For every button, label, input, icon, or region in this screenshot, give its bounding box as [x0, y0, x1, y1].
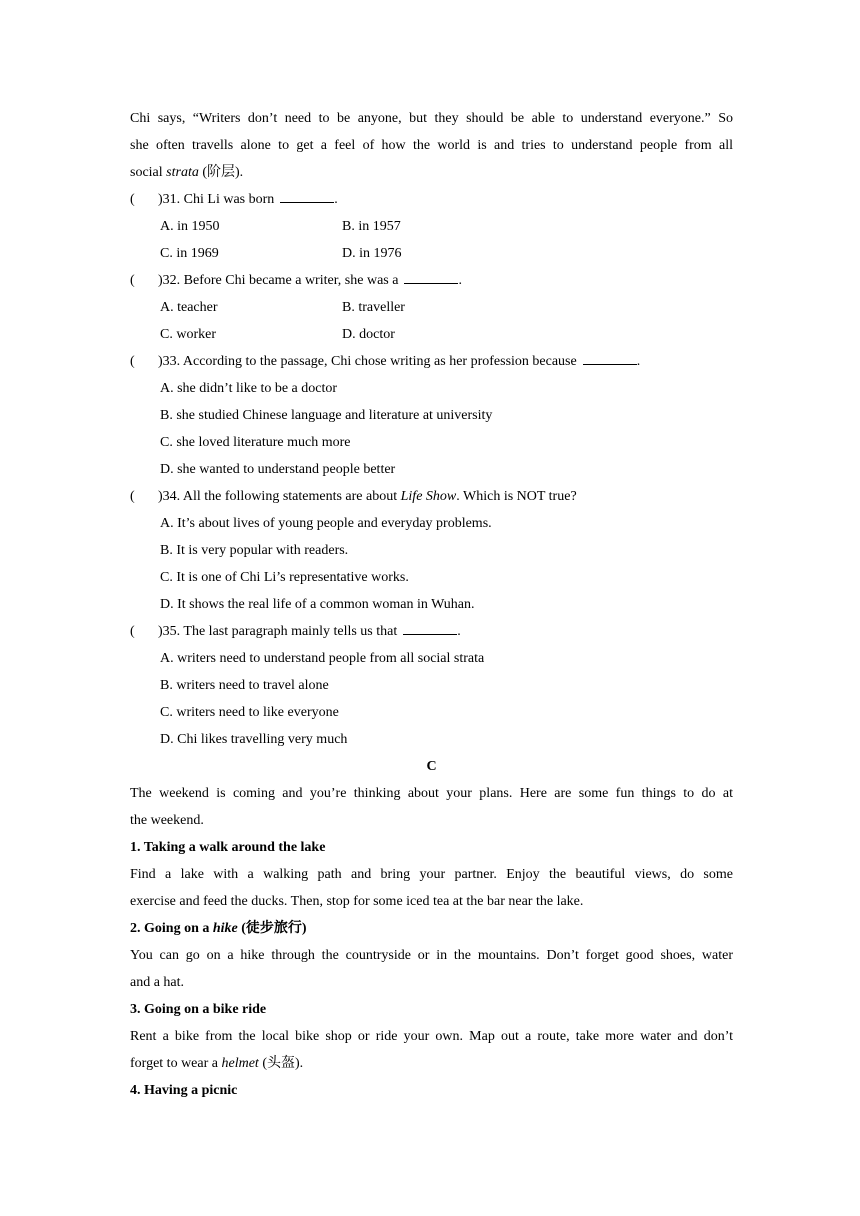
item-2-line-2: and a hat. — [130, 975, 185, 990]
question-31 — [130, 186, 733, 213]
item-4-title: 4. Having a picnic — [130, 1083, 238, 1098]
option-c: C. worker — [160, 327, 216, 342]
question-stem: )32. Before Chi became a writer, she was a — [158, 273, 399, 288]
option-b: B. writers need to travel alone — [160, 678, 329, 693]
option-d: D. in 1976 — [342, 246, 402, 261]
intro-text: social — [130, 165, 167, 180]
section-intro-line-2: the weekend. — [130, 813, 204, 828]
option-a: A. teacher — [160, 300, 218, 315]
question-text — [158, 618, 461, 645]
question-stem: )34. All the following statements are about — [158, 489, 401, 504]
item-3-line-1: Rent a bike from the local bike shop or ride your own. Map out a route, take more water and don’t — [130, 1029, 733, 1044]
question-stem: )31. Chi Li was born — [158, 192, 275, 207]
question-end: . — [457, 624, 461, 639]
item-title-text: 2. Going on a — [130, 921, 213, 936]
option-c: C. It is one of Chi Li’s representative works. — [160, 570, 409, 585]
option-c: C. she loved literature much more — [160, 435, 351, 450]
item-title-gloss: (徒步旅行) — [237, 921, 307, 936]
option-b: B. It is very popular with readers. — [160, 543, 349, 558]
hike-term: hike — [212, 921, 238, 936]
option-d: D. she wanted to understand people better — [160, 462, 396, 477]
options-row — [130, 294, 733, 321]
section-intro-line-1: The weekend is coming and you’re thinking about your plans. Here are some fun things to do at — [130, 786, 733, 801]
answer-bracket[interactable]: ( — [130, 192, 135, 207]
options-row — [130, 213, 733, 240]
option-a: A. in 1950 — [160, 219, 220, 234]
item-text: (头盔). — [258, 1056, 304, 1071]
answer-bracket[interactable]: ( — [130, 624, 135, 639]
question-text — [158, 186, 338, 213]
question-stem: )35. The last paragraph mainly tells us that — [158, 624, 398, 639]
question-text — [158, 267, 462, 294]
intro-text: (阶层). — [198, 165, 244, 180]
option-b: B. traveller — [342, 300, 405, 315]
intro-line-3 — [130, 159, 733, 186]
answer-bracket[interactable]: ( — [130, 354, 135, 369]
question-end: . — [334, 192, 338, 207]
option-c: C. in 1969 — [160, 246, 219, 261]
item-1-line-2: exercise and feed the ducks. Then, stop for some iced tea at the bar near the lake. — [130, 894, 584, 909]
answer-blank — [403, 621, 457, 635]
answer-blank — [583, 351, 637, 365]
section-heading: C — [426, 759, 437, 774]
answer-blank — [280, 189, 334, 203]
item-3-line-2 — [130, 1050, 733, 1077]
options-row — [130, 240, 733, 267]
answer-bracket[interactable]: ( — [130, 489, 135, 504]
helmet-term: helmet — [221, 1056, 259, 1071]
answer-blank — [404, 270, 458, 284]
item-1-line-1: Find a lake with a walking path and bring your partner. Enjoy the beautiful views, do some — [130, 867, 733, 882]
question-text — [158, 483, 577, 510]
option-b: B. she studied Chinese language and literature at university — [160, 408, 493, 423]
book-title: Life Show — [400, 489, 457, 504]
item-1-title: 1. Taking a walk around the lake — [130, 840, 326, 855]
item-2-title — [130, 915, 733, 942]
document-content — [130, 105, 733, 1104]
intro-line-2: she often travells alone to get a feel of how the world is and tries to understand people from all — [130, 138, 733, 153]
option-d: D. Chi likes travelling very much — [160, 732, 348, 747]
question-stem: )33. According to the passage, Chi chose writing as her profession because — [158, 354, 577, 369]
item-2-line-1: You can go on a hike through the countryside or in the mountains. Don’t forget good shoes, water — [130, 948, 733, 963]
question-33 — [130, 348, 733, 375]
question-34 — [130, 483, 733, 510]
question-32 — [130, 267, 733, 294]
item-3-title: 3. Going on a bike ride — [130, 1002, 267, 1017]
option-a: A. It’s about lives of young people and everyday problems. — [160, 516, 492, 531]
question-end: . — [636, 354, 641, 369]
question-35 — [130, 618, 733, 645]
option-d: D. doctor — [342, 327, 395, 342]
strata-term: strata — [166, 165, 199, 180]
item-text: forget to wear a — [130, 1056, 222, 1071]
options-row — [130, 321, 733, 348]
option-d: D. It shows the real life of a common woman in Wuhan. — [160, 597, 475, 612]
option-a: A. writers need to understand people from all social strata — [160, 651, 485, 666]
answer-bracket[interactable]: ( — [130, 273, 135, 288]
option-c: C. writers need to like everyone — [160, 705, 339, 720]
question-end: . — [458, 273, 462, 288]
option-a: A. she didn’t like to be a doctor — [160, 381, 338, 396]
option-b: B. in 1957 — [342, 219, 401, 234]
intro-line-1: Chi says, “Writers don’t need to be anyone, but they should be able to understand everyone.” So — [130, 111, 733, 126]
question-text — [158, 348, 640, 375]
question-end: . Which is NOT true? — [456, 489, 577, 504]
